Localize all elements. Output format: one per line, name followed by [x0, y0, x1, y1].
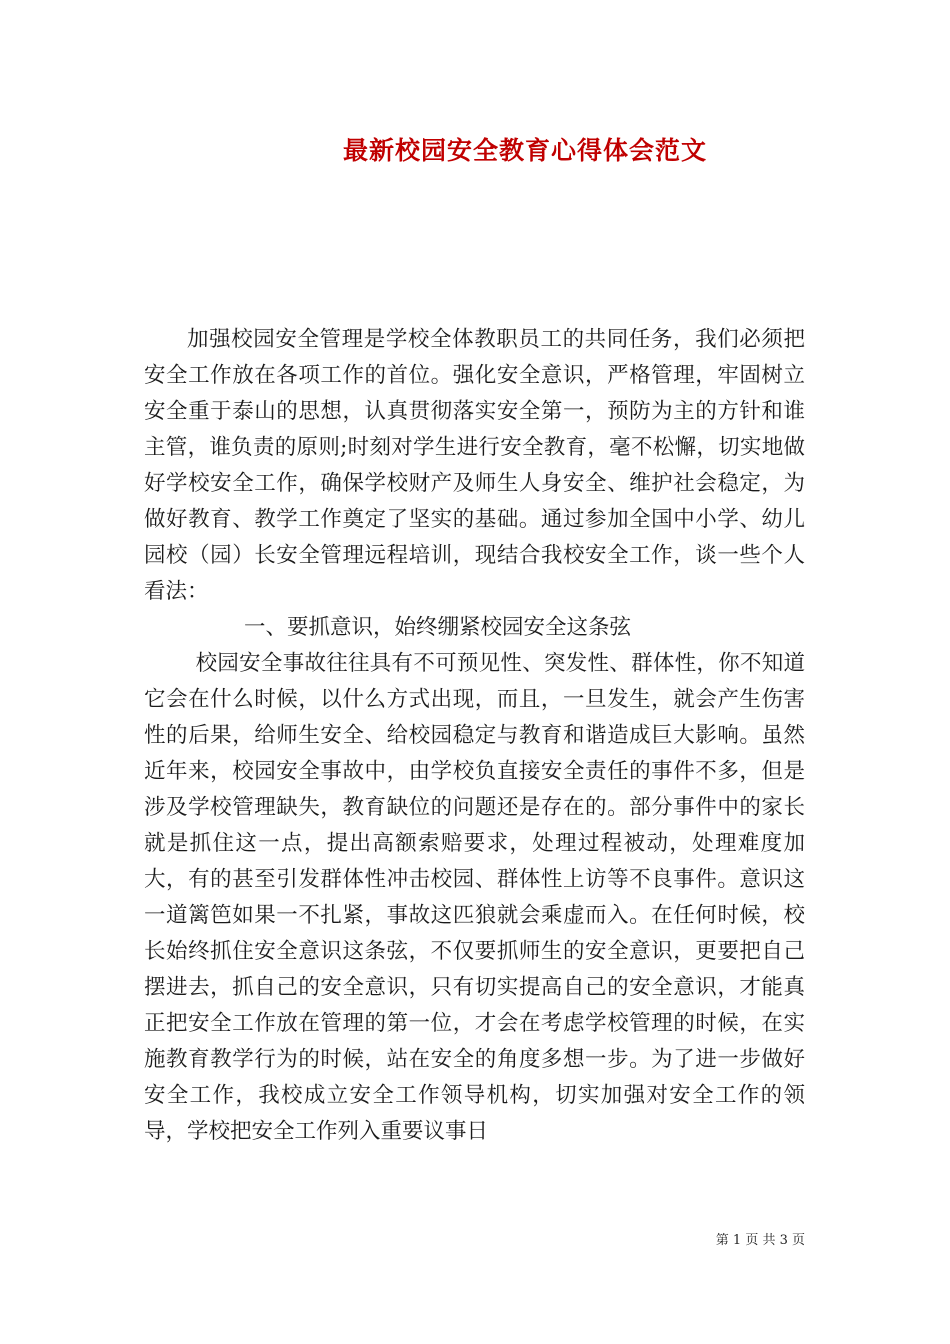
section-1-paragraph: 校园安全事故往往具有不可预见性、突发性、群体性，你不知道它会在什么时候，以什么方式出现，而且，一旦发生，就会产生伤害性的后果，给师生安全、给校园稳定与教育和谐造成巨大影响。虽然近年来，校园安全事故中，由学校负直接安全责任的事件不多，但是涉及学校管理缺失，教育缺位的问题还是存在的。部分事件中的家长就是抓住这一点，提出高额索赔要求，处理过程被动，处理难度加大，有的甚至引发群体性冲击校园、群体性上访等不良事件。意识这一道篱笆如果一不扎紧，事故这匹狼就会乘虚而入。在任何时候，校长始终抓住安全意识这条弦，不仅要抓师生的安全意识，更要把自己摆进去，抓自己的安全意识，只有切实提高自己的安全意识，才能真正把安全工作放在管理的第一位，才会在考虑学校管理的时候，在实施教育教学行为的时候，站在安全的角度多想一步。为了进一步做好安全工作，我校成立安全工作领导机构，切实加强对安全工作的领导，学校把安全工作列入重要议事日 [144, 651, 805, 1144]
document-body [144, 322, 805, 1150]
intro-paragraph: 加强校园安全管理是学校全体教职员工的共同任务，我们必须把安全工作放在各项工作的首位。强化安全意识，严格管理，牢固树立安全重于泰山的思想，认真贯彻落实安全第一，预防为主的方针和谁主管，谁负责的原则;时刻对学生进行安全教育，毫不松懈，切实地做好学校安全工作，确保学校财产及师生人身安全、维护社会稳定，为做好教育、教学工作奠定了坚实的基础。通过参加全国中小学、幼儿园校（园）长安全管理远程培训，现结合我校安全工作，谈一些个人看法： [144, 327, 805, 604]
page-number: 第 1 页 共 3 页 [715, 1233, 805, 1248]
section-heading-1: 一、要抓意识，始终绷紧校园安全这条弦 [244, 615, 632, 640]
document-title: 最新校园安全教育心得体会范文 [342, 136, 707, 165]
